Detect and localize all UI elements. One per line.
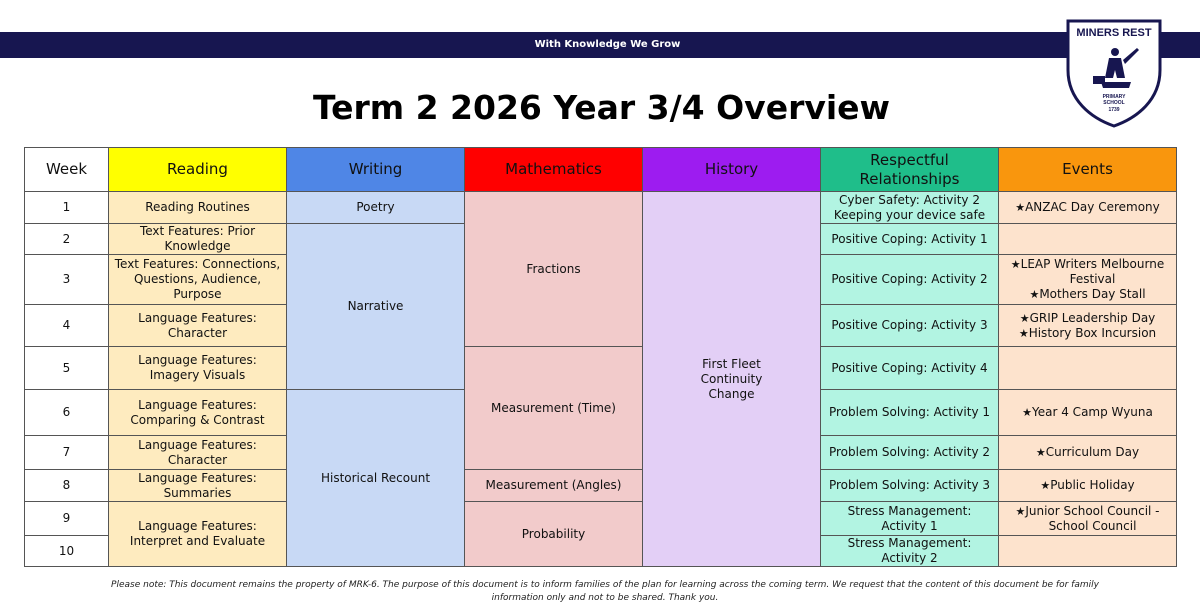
respectful-relationships-cell: Problem Solving: Activity 3 <box>821 470 999 502</box>
events-cell <box>999 347 1177 390</box>
logo-number: 1739 <box>1108 107 1120 113</box>
star-icon: ★ <box>1015 504 1026 518</box>
column-header-history: History <box>643 148 821 192</box>
table-row <box>25 502 1177 536</box>
events-cell: ★Curriculum Day <box>999 436 1177 470</box>
header-row <box>25 148 1177 192</box>
week-number: 6 <box>25 390 109 436</box>
logo-sub2: SCHOOL <box>1103 100 1125 106</box>
logo-name: MINERS REST <box>1076 27 1152 39</box>
footnote-disclaimer: Please note: This document remains the property of MRK-6. The purpose of this document is to inform families of the plan for learning across the coming term. We request that the content of this document be for family information only and not to be shared. Thank you. <box>111 580 1099 603</box>
respectful-relationships-cell: Positive Coping: Activity 2 <box>821 255 999 305</box>
star-icon: ★ <box>1015 201 1026 214</box>
respectful-relationships-cell: Positive Coping: Activity 4 <box>821 347 999 390</box>
history-cell: First Fleet Continuity Change <box>643 192 821 567</box>
week-number: 7 <box>25 436 109 470</box>
week-number: 4 <box>25 305 109 347</box>
events-cell: ★Public Holiday <box>999 470 1177 502</box>
events-cell: ★ANZAC Day Ceremony <box>999 192 1177 224</box>
events-cell: ★Junior School Council - School Council <box>999 502 1177 536</box>
table-row <box>25 470 1177 502</box>
mathematics-cell: Probability <box>465 502 643 567</box>
writing-cell: Poetry <box>287 192 465 224</box>
star-icon: ★ <box>1022 406 1033 419</box>
star-icon: ★ <box>1035 446 1046 459</box>
term-overview-table <box>24 147 1177 567</box>
week-number: 3 <box>25 255 109 305</box>
events-cell <box>999 224 1177 255</box>
column-header-writing: Writing <box>287 148 465 192</box>
reading-cell: Language Features: Character <box>109 436 287 470</box>
respectful-relationships-cell: Stress Management: Activity 2 <box>821 536 999 567</box>
respectful-relationships-cell: Positive Coping: Activity 3 <box>821 305 999 347</box>
week-number: 5 <box>25 347 109 390</box>
week-number: 8 <box>25 470 109 502</box>
respectful-relationships-cell: Positive Coping: Activity 1 <box>821 224 999 255</box>
star-icon: ★ <box>1010 258 1021 271</box>
column-header-respectful-relationships: Respectful Relationships <box>821 148 999 192</box>
star-icon: ★ <box>1040 479 1051 492</box>
reading-cell: Language Features: Comparing & Contrast <box>109 390 287 436</box>
events-cell <box>999 536 1177 567</box>
star-icon: ★ <box>1019 311 1030 325</box>
column-header-week: Week <box>25 148 109 192</box>
writing-cell: Narrative <box>287 224 465 390</box>
reading-cell: Language Features: Summaries <box>109 470 287 502</box>
reading-cell: Language Features: Character <box>109 305 287 347</box>
column-header-mathematics: Mathematics <box>465 148 643 192</box>
page-title: Term 2 2026 Year 3/4 Overview <box>312 88 891 127</box>
respectful-relationships-cell: Stress Management: Activity 1 <box>821 502 999 536</box>
events-cell: ★Year 4 Camp Wyuna <box>999 390 1177 436</box>
respectful-relationships-cell: Problem Solving: Activity 2 <box>821 436 999 470</box>
week-number: 2 <box>25 224 109 255</box>
column-header-events: Events <box>999 148 1177 192</box>
mathematics-cell: Fractions <box>465 192 643 347</box>
mathematics-cell: Measurement (Angles) <box>465 470 643 502</box>
table-row <box>25 192 1177 224</box>
week-number: 9 <box>25 502 109 536</box>
mathematics-cell: Measurement (Time) <box>465 347 643 470</box>
star-icon: ★ <box>1029 288 1040 301</box>
reading-cell: Reading Routines <box>109 192 287 224</box>
writing-cell: Historical Recount <box>287 390 465 567</box>
school-tagline: With Knowledge We Grow <box>534 39 681 50</box>
table-row <box>25 347 1177 390</box>
reading-cell: Text Features: Prior Knowledge <box>109 224 287 255</box>
star-icon: ★ <box>1018 326 1029 340</box>
reading-cell: Language Features: Imagery Visuals <box>109 347 287 390</box>
respectful-relationships-cell: Cyber Safety: Activity 2 Keeping your device safe <box>821 192 999 224</box>
reading-cell: Text Features: Connections, Questions, Audience, Purpose <box>109 255 287 305</box>
reading-cell: Language Features: Interpret and Evaluate <box>109 502 287 567</box>
week-number: 1 <box>25 192 109 224</box>
respectful-relationships-cell: Problem Solving: Activity 1 <box>821 390 999 436</box>
header-banner <box>0 32 1200 58</box>
events-cell: ★LEAP Writers Melbourne Festival ★Mothers Day Stall <box>999 255 1177 305</box>
week-number: 10 <box>25 536 109 567</box>
logo-sub1: PRIMARY <box>1102 94 1126 100</box>
column-header-reading: Reading <box>109 148 287 192</box>
events-cell: ★GRIP Leadership Day ★History Box Incursion <box>999 305 1177 347</box>
